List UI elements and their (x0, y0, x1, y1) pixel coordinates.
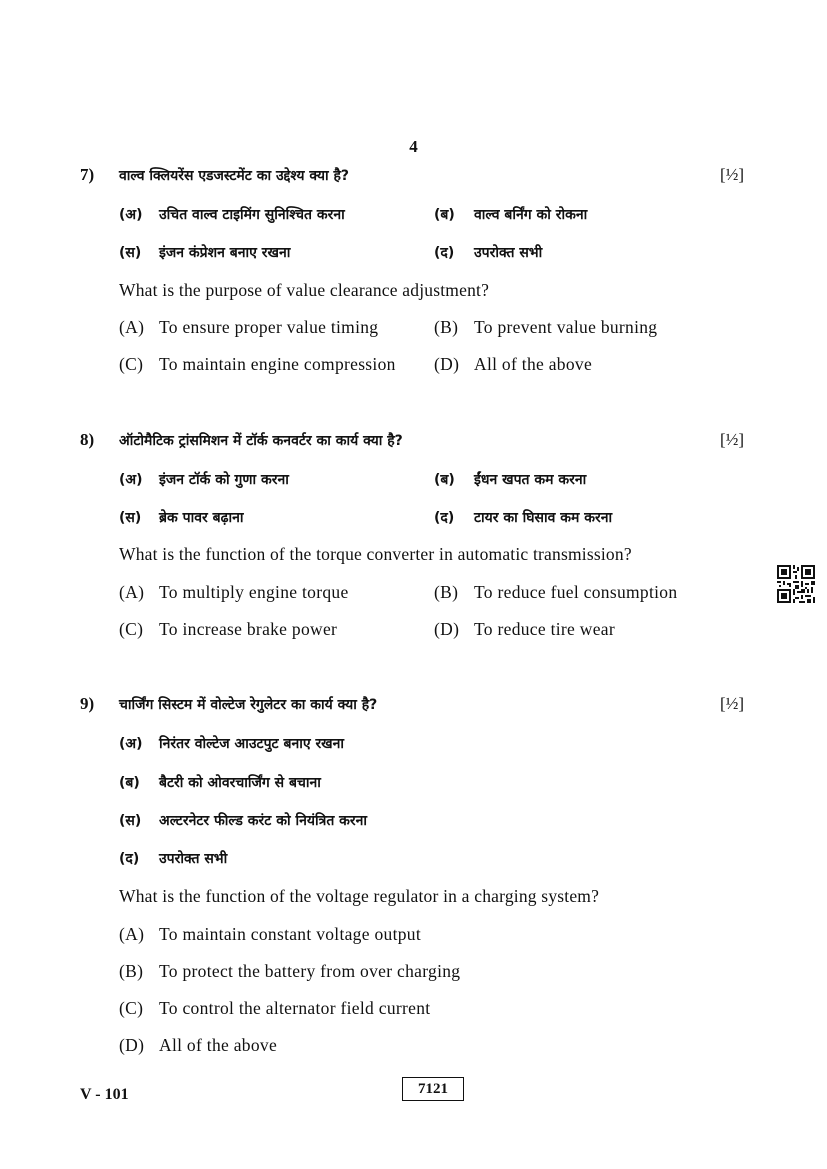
page-number: 4 (409, 137, 418, 156)
option-text: All of the above (159, 1035, 278, 1055)
option-text: To prevent value burning (474, 317, 658, 337)
option-label: (स) (119, 510, 142, 526)
option-label: (अ) (119, 736, 143, 752)
option-text: To maintain constant voltage output (159, 924, 422, 944)
option-text: To control the alternator field current (159, 998, 431, 1018)
option-label: (C) (119, 354, 144, 374)
hindi-option (434, 243, 542, 262)
option-label: (D) (434, 354, 460, 374)
hindi-option (119, 508, 243, 527)
option-label: (A) (119, 317, 145, 337)
question-marks: [½] (720, 165, 745, 184)
english-option (434, 619, 615, 640)
option-text: To protect the battery from over charging (159, 961, 461, 981)
option-text: To multiply engine torque (159, 582, 349, 602)
option-label: (B) (434, 582, 459, 602)
option-label: (द) (119, 851, 140, 867)
option-text: To reduce tire wear (474, 619, 615, 639)
question-hindi: वाल्व क्लियरेंस एडजस्टमेंट का उद्देश्य क्या है? (119, 168, 350, 184)
hindi-option (119, 811, 367, 830)
option-label: (स) (119, 245, 142, 261)
option-text: उपरोक्त सभी (159, 851, 228, 867)
english-option (119, 961, 460, 982)
hindi-option (119, 470, 289, 489)
english-option (434, 354, 592, 375)
option-label: (C) (119, 998, 144, 1018)
option-text: निरंतर वोल्टेज आउटपुट बनाए रखना (159, 736, 345, 752)
option-text: वाल्व बर्निंग को रोकना (474, 207, 588, 223)
hindi-option (119, 773, 321, 792)
hindi-option (119, 243, 290, 262)
option-text: इंजन कंप्रेशन बनाए रखना (159, 245, 291, 261)
english-option (119, 317, 378, 338)
hindi-option (434, 470, 586, 489)
question-english: What is the purpose of value clearance adjustment? (119, 280, 490, 300)
hindi-option (119, 849, 227, 868)
option-text: To increase brake power (159, 619, 338, 639)
english-option (119, 1035, 277, 1056)
option-text: उपरोक्त सभी (474, 245, 543, 261)
option-label: (D) (119, 1035, 145, 1055)
hindi-option (119, 205, 345, 224)
question-hindi: चार्जिंग सिस्टम में वोल्टेज रेगुलेटर का कार्य क्या है? (119, 697, 378, 713)
english-option (119, 998, 430, 1019)
option-text: टायर का घिसाव कम करना (474, 510, 613, 526)
question-marks: [½] (720, 430, 745, 449)
option-label: (ब) (434, 472, 455, 488)
question-number: 8) (80, 430, 95, 449)
option-label: (A) (119, 924, 145, 944)
option-text: All of the above (474, 354, 593, 374)
option-label: (द) (434, 510, 455, 526)
option-label: (B) (434, 317, 459, 337)
question-number: 7) (80, 165, 95, 184)
english-option (119, 924, 421, 945)
option-text: अल्टरनेटर फील्ड करंट को नियंत्रित करना (159, 813, 368, 829)
question-english: What is the function of the voltage regulator in a charging system? (119, 886, 600, 906)
english-option (119, 619, 337, 640)
qr-code-icon (777, 565, 815, 603)
option-label: (A) (119, 582, 145, 602)
english-option (119, 354, 396, 375)
english-option (119, 582, 349, 603)
option-text: बैटरी को ओवरचार्जिंग से बचाना (159, 775, 321, 791)
option-label: (ब) (434, 207, 455, 223)
option-text: To reduce fuel consumption (474, 582, 678, 602)
question-marks: [½] (720, 694, 745, 713)
option-label: (ब) (119, 775, 140, 791)
hindi-option (434, 205, 587, 224)
option-label: (C) (119, 619, 144, 639)
option-text: उचित वाल्व टाइमिंग सुनिश्चित करना (159, 207, 345, 223)
option-label: (द) (434, 245, 455, 261)
hindi-option (119, 734, 344, 753)
option-label: (B) (119, 961, 144, 981)
question-english: What is the function of the torque converter in automatic transmission? (119, 544, 632, 564)
option-label: (स) (119, 813, 142, 829)
question-hindi: ऑटोमैटिक ट्रांसमिशन में टॉर्क कनवर्टर का कार्य क्या है? (119, 433, 403, 449)
option-text: ईंधन खपत कम करना (474, 472, 587, 488)
option-text: ब्रेक पावर बढ़ाना (159, 510, 244, 526)
option-label: (अ) (119, 472, 143, 488)
paper-code: V - 101 (80, 1086, 129, 1103)
hindi-option (434, 508, 612, 527)
english-option (434, 582, 677, 603)
page-code-box: 7121 (402, 1077, 464, 1101)
option-text: To ensure proper value timing (159, 317, 379, 337)
option-text: इंजन टॉर्क को गुणा करना (159, 472, 289, 488)
english-option (434, 317, 657, 338)
option-label: (अ) (119, 207, 143, 223)
question-number: 9) (80, 694, 95, 713)
option-text: To maintain engine compression (159, 354, 396, 374)
option-label: (D) (434, 619, 460, 639)
